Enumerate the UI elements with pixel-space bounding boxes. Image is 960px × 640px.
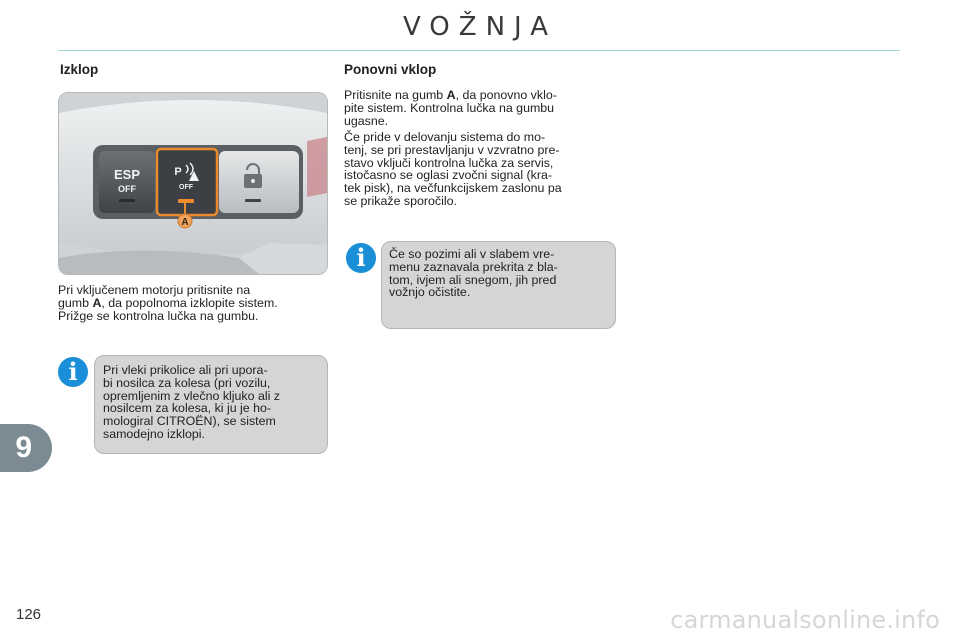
vklop-p2-line: istočasno se oglasi zvočni signal (kra- [344,168,552,183]
vklop-paragraph-1 [344,89,615,127]
park-sensor-off-label: OFF [179,184,193,191]
note-towing-line: Pri vleki prikolice ali pri upora- [103,363,268,377]
esp-button-label: ESP [113,167,141,182]
izklop-paragraph [58,284,326,322]
section-heading-izklop: Izklop [60,62,99,77]
page-header-title: VOŽNJA [402,12,558,42]
esp-button [99,151,155,213]
note-towing-line: nosilcem za kolesa, ki ju je ho- [103,401,272,416]
note-sensors-line: tom, ivjem ali snegom, jih pred [389,272,557,287]
vklop-p2-line: Če pride v delovanju sistema do mo- [344,130,546,144]
note-towing-text [103,364,321,441]
info-icon: i [346,243,376,273]
note-box-towing [94,355,328,454]
park-sensor-led [178,199,194,203]
chapter-tab: 9 [0,424,52,472]
izklop-line-2-bold: A [92,295,102,310]
esp-button-off-label: OFF [118,184,136,194]
izklop-line-3: Prižge se kontrolna lučka na gumbu. [58,308,259,323]
vklop-line-1-post: , da ponovno vklo- [455,88,557,102]
note-sensors-line: Če so pozimi ali v slabem vre- [389,247,555,261]
vklop-p2-line: tenj, se pri prestavljanju v vzvratno pre- [344,142,560,157]
section-heading-ponovni-vklop: Ponovni vklop [344,62,437,77]
park-sensor-button [157,149,217,215]
note-towing-line: bi nosilca za kolesa (pri vozilu, [103,375,271,390]
vklop-paragraph-2 [344,131,615,208]
note-towing-line: samodejno izklopi. [103,426,205,441]
note-sensors-line: vožnjo očistite. [389,285,471,300]
izklop-line-2-pre: gumb [58,295,93,310]
console-illustration [59,93,327,274]
park-sensor-label: P [174,166,182,178]
vklop-line-3: ugasne. [344,113,389,128]
note-sensors-line: menu zaznavala prekrita z bla- [389,259,558,274]
page-number: 126 [16,606,42,623]
vklop-line-1-pre: Pritisnite na gumb [344,88,447,102]
note-sensors-text [389,248,608,299]
vklop-line-1-bold: A [446,88,456,102]
console-right-edge [307,137,327,197]
esp-button-indicator [119,199,135,202]
console-photo [58,92,328,275]
info-icon: i [58,357,88,387]
izklop-line-1: Pri vključenem motorju pritisnite na [58,283,251,297]
izklop-line-2-post: , da popolnoma izklopite sistem. [101,295,278,310]
vklop-p2-line: se prikaže sporočilo. [344,193,457,208]
vklop-p2-line: stavo vključi kontrolna lučka za servis, [344,155,554,170]
note-towing-line: opremljenim z vlečno kljuko ali z [103,388,280,403]
note-towing-line: mologiral CITROËN), se sistem [103,414,276,429]
callout-a-label: A [181,217,189,228]
lock-button-indicator [245,199,261,202]
vklop-p2-line: tek pisk), na večfunkcijskem zaslonu pa [344,181,562,196]
note-box-sensors [381,241,616,329]
header-rule [58,50,900,51]
vklop-line-2: pite sistem. Kontrolna lučka na gumbu [344,100,555,115]
watermark: carmanualsonline.info [670,606,940,634]
